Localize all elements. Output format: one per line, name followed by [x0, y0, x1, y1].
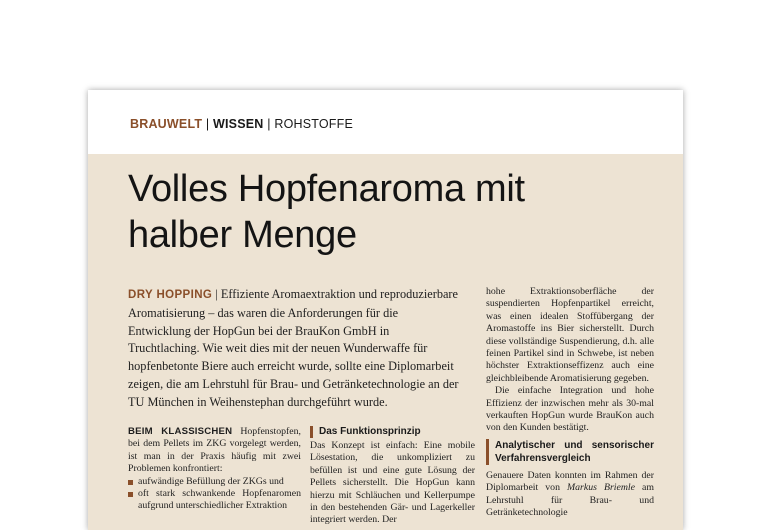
magazine-page: [88, 90, 683, 530]
breadcrumb: [130, 117, 353, 131]
column-paragraph: Die einfache Integration und hohe Effizienz der inzwischen mehr als 30-mal verkauften HopGun wurde BrauKon auch von den Kunden bestätigt.: [486, 385, 654, 434]
intro-kicker: DRY HOPPING: [128, 289, 213, 301]
paragraph-text: am Lehrstuhl für Brau- und Getränketechnologie: [486, 482, 654, 519]
headline-line-1: Volles Hopfenaroma mit: [128, 168, 525, 210]
subheading-verfahrensvergleich: Analytischer und sensorischer Verfahrensvergleich: [486, 439, 654, 465]
headline-line-2: halber Menge: [128, 214, 357, 256]
body-column-right: [486, 286, 654, 520]
article-headline: [128, 166, 648, 258]
article-intro: [128, 286, 463, 412]
breadcrumb-section: WISSEN: [213, 117, 264, 131]
body-column-middle: [310, 426, 475, 527]
body-column-left: [128, 426, 301, 513]
breadcrumb-topic: ROHSTOFFE: [274, 117, 354, 131]
intro-text: Effiziente Aromaextraktion und reproduzierbare Aromatisierung – das waren die Anforderungen für die Entwicklung der HopGun bei der BrauKon GmbH in Truchtlaching. Wie weit dies mit der neuen Wunderwaffe für hopfenbetonte Biere auch erreicht wurde, sollte eine Diplomarbeit zeigen, die am Lehrstuhl für Brau- und Getränketechnologie an der TU München in Weihenstephan durchgeführt wurde.: [128, 287, 459, 409]
column-paragraph: hohe Extraktionsoberfläche der suspendierten Hopfenpartikel erreicht, was einen idealen Stoffübergang der Aromastoffe ins Bier sicherstellt. Durch diese vollständige Suspendierung, d.h. alle feinen Partikel sind in Schwebe, ist neben höchster Extraktionseffizenz auch eine gleichbleibende Aromatisierung gegeben.: [486, 286, 654, 384]
author-name: Markus Briemle: [567, 482, 635, 494]
bullet-item: aufwändige Befüllung der ZKGs und: [128, 476, 301, 488]
bullet-item: oft stark schwankende Hopfenaromen aufgrund unterschiedlicher Extraktion: [128, 488, 301, 513]
intro-separator: |: [215, 287, 221, 301]
paragraph-text: Genauere Daten konnten im Rahmen der Diplomarbeit von: [486, 469, 654, 494]
column-paragraph: [128, 426, 301, 476]
breadcrumb-brand: BRAUWELT: [130, 117, 203, 131]
lead-in-caps: BEIM KLASSISCHEN: [128, 426, 233, 437]
breadcrumb-separator: |: [267, 117, 271, 131]
page-header: [88, 90, 683, 154]
subheading-funktionsprinzip: Das Funktionsprinzip: [310, 426, 475, 438]
column-paragraph: [486, 470, 654, 520]
lead-in-text: Hopfenstopfen, bei dem Pellets im ZKG vorgelegt werden, ist man in der Praxis häufig mit zwei Problemen konfrontiert:: [128, 426, 301, 475]
breadcrumb-separator: |: [205, 117, 210, 131]
column-paragraph: Das Konzept ist einfach: Eine mobile Lösestation, die unkompliziert zu befüllen ist und eine gute Lösung der Pellets sicherstellt. Die HopGun kann hierzu mit Schläuchen und Kellerpumpe in den bestehenden Gär- und Lagerkeller integriert werden. Der: [310, 440, 475, 526]
